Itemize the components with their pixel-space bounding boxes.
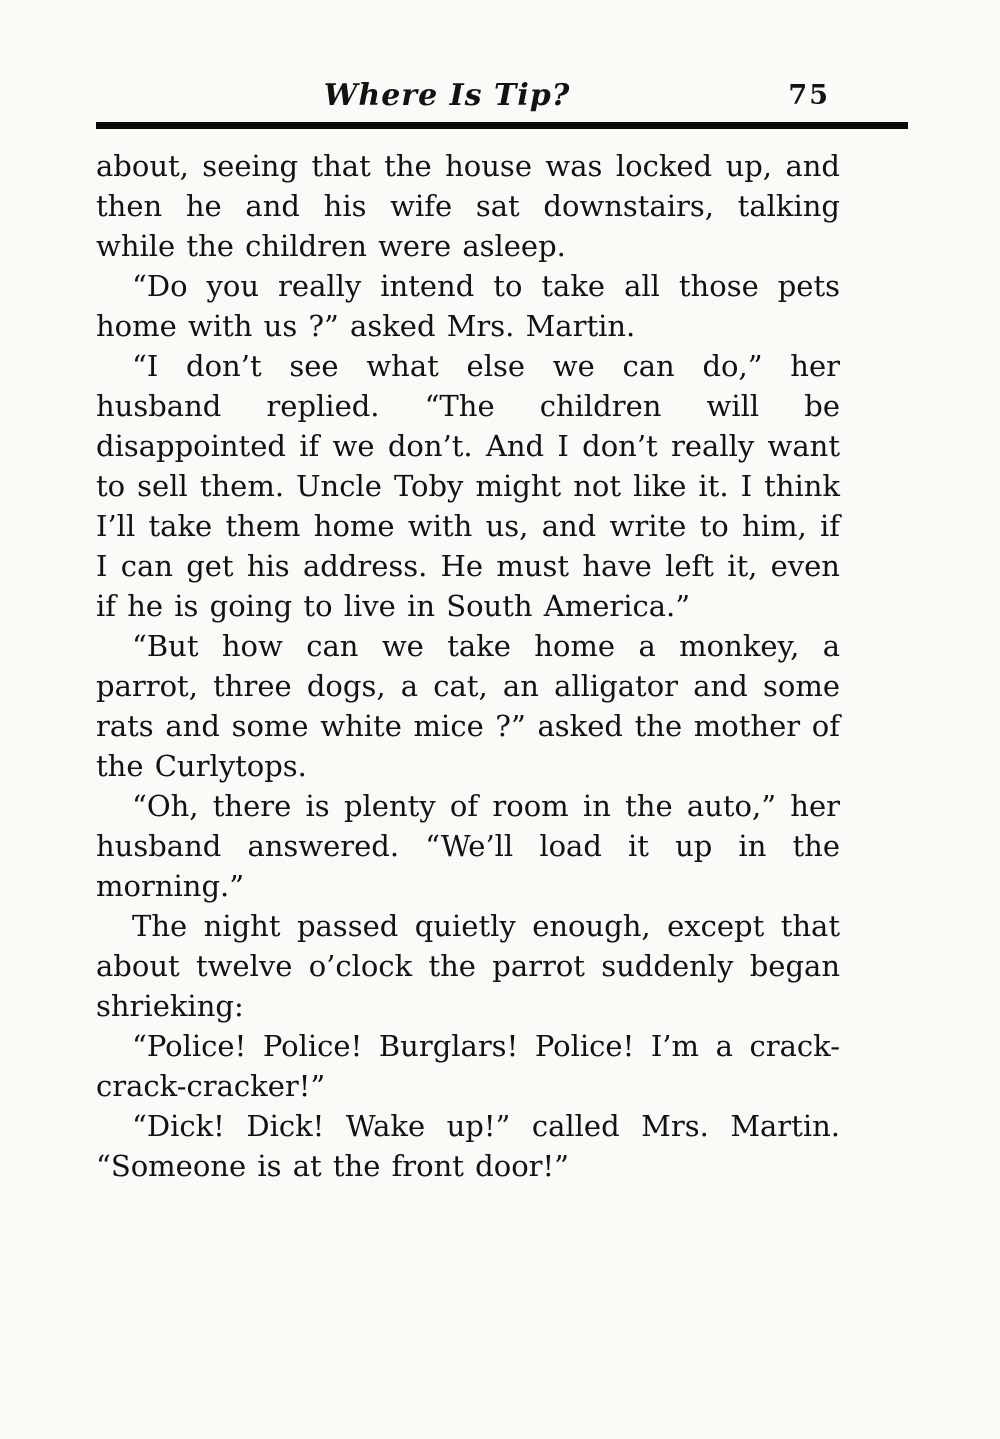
paragraph: “Do you really intend to take all those pets home with us ?” asked Mrs. Martin.: [96, 269, 840, 343]
running-header: [96, 78, 908, 129]
paragraph: “Oh, there is plenty of room in the auto,” her husband answered. “We’ll load it up in the morning.”: [96, 789, 840, 903]
paragraph: “But how can we take home a monkey, a parrot, three dogs, a cat, an alligator and some rats and some white mice ?” asked the mother of the Curlytops.: [96, 629, 840, 783]
paragraph: “Dick! Dick! Wake up!” called Mrs. Martin. “Someone is at the front door!”: [96, 1109, 840, 1183]
paragraph: The night passed quietly enough, except that about twelve o’clock the parrot suddenly began shrieking:: [96, 909, 840, 1023]
paragraph: about, seeing that the house was locked up, and then he and his wife sat downstairs, talking while the children were asleep.: [96, 149, 840, 263]
paragraph: “Police! Police! Burglars! Police! I’m a crack-crack-cracker!”: [96, 1029, 840, 1103]
paragraph: “I don’t see what else we can do,” her husband replied. “The children will be disappointed if we don’t. And I don’t really want to sell them. Uncle Toby might not like it. I think I’ll take them home with us, and write to him, if I can get his address. He must have left it, even if he is going to live in South America.”: [96, 349, 840, 623]
body-text: [96, 146, 840, 1186]
page-content: [96, 78, 908, 1186]
chapter-running-title: Where Is Tip?: [323, 78, 571, 113]
page-number: 75: [788, 80, 830, 111]
